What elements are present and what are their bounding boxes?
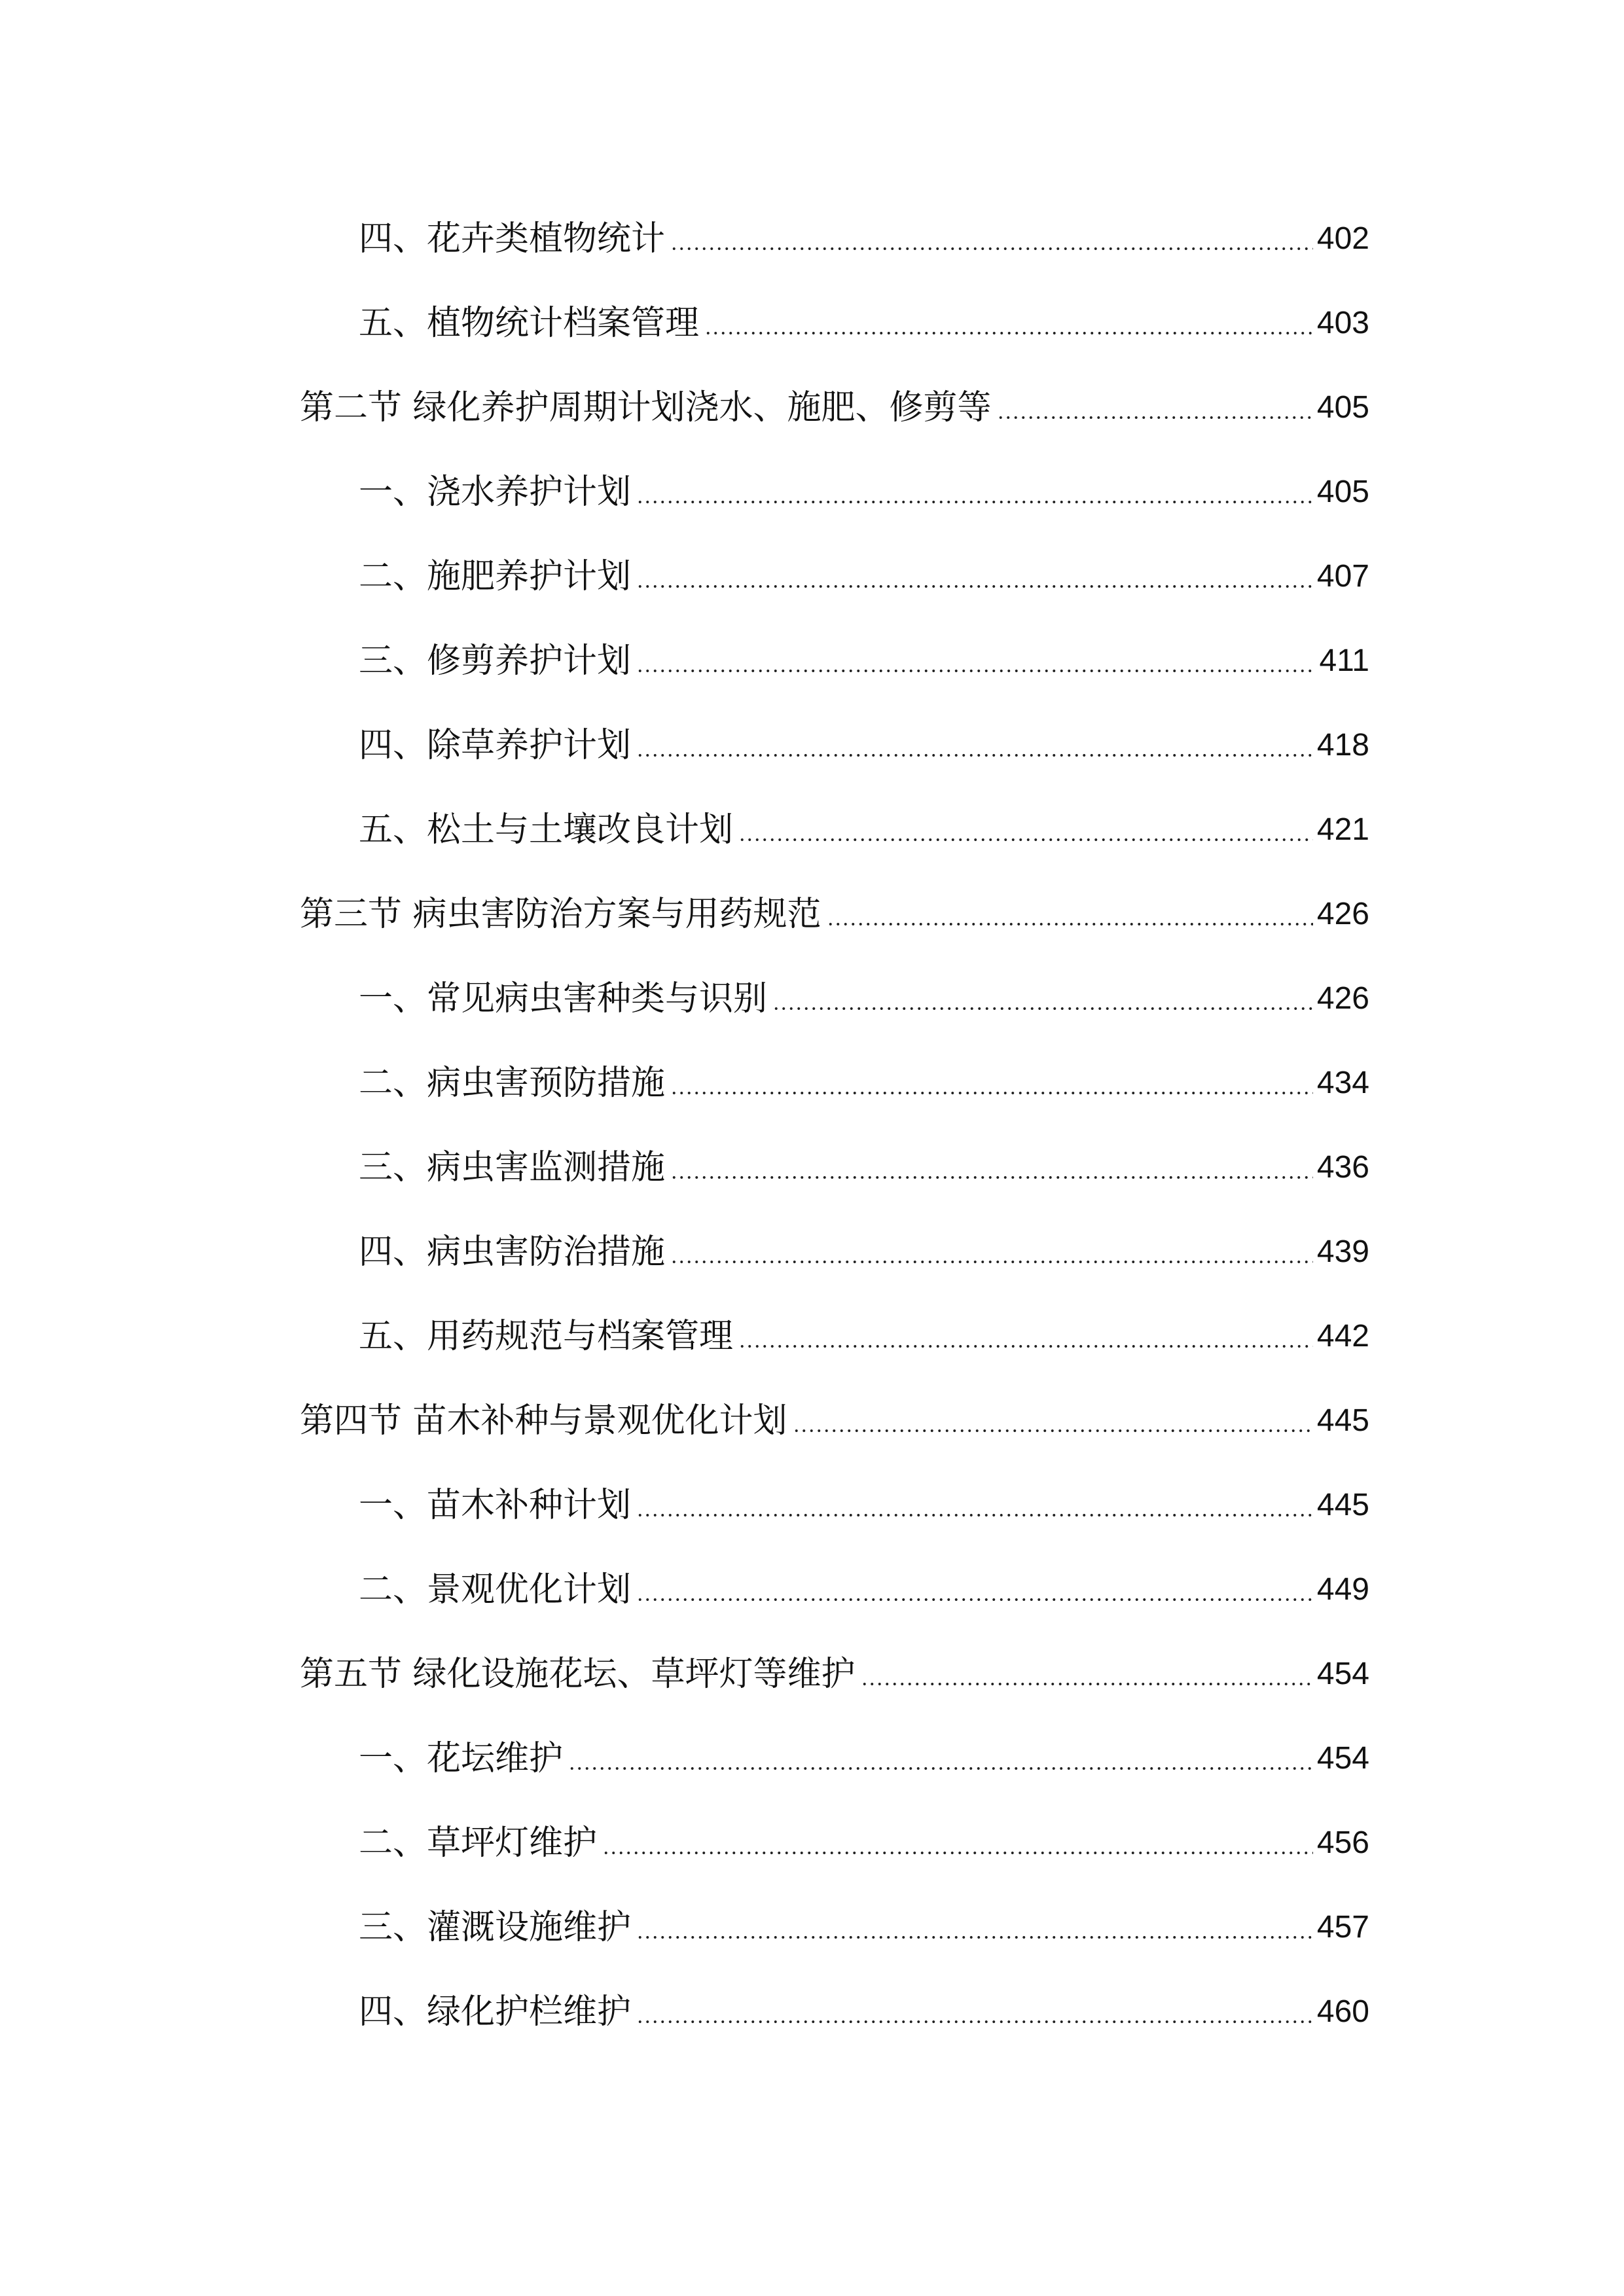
toc-leader-dots xyxy=(670,1260,1313,1264)
toc-leader-dots xyxy=(738,838,1313,842)
toc-entry-page: 421 xyxy=(1316,812,1369,847)
toc-entry-title: 一、苗木补种计划 xyxy=(359,1486,632,1525)
toc-entry-page: 403 xyxy=(1316,306,1369,340)
toc-entry-title: 一、常见病虫害种类与识别 xyxy=(359,979,768,1018)
toc-entry[interactable] xyxy=(359,635,1369,687)
toc-entry[interactable] xyxy=(359,1141,1369,1194)
toc-entry-title: 四、花卉类植物统计 xyxy=(359,219,666,259)
toc-entry-title: 四、除草养护计划 xyxy=(359,726,632,765)
toc-entry-page: 402 xyxy=(1316,221,1369,256)
toc-entry[interactable] xyxy=(359,1732,1369,1785)
toc-leader-dots xyxy=(636,1598,1313,1602)
toc-leader-dots xyxy=(997,416,1313,420)
toc-leader-dots xyxy=(636,2020,1313,2024)
toc-entry-title: 第四节 苗木补种与景观优化计划 xyxy=(300,1401,787,1441)
toc-entry[interactable] xyxy=(359,973,1369,1025)
toc-leader-dots xyxy=(827,922,1313,926)
toc-leader-dots xyxy=(568,1767,1313,1770)
toc-entry-title: 三、灌溉设施维护 xyxy=(359,1908,632,1947)
toc-leader-dots xyxy=(670,1091,1313,1095)
toc-entry[interactable] xyxy=(359,1226,1369,1278)
toc-entry-page: 436 xyxy=(1316,1150,1369,1185)
toc-entry-page: 454 xyxy=(1316,1741,1369,1776)
toc-entry[interactable] xyxy=(300,1648,1369,1700)
toc-entry-title: 第二节 绿化养护周期计划浇水、施肥、修剪等 xyxy=(300,388,992,427)
toc-entry-page: 442 xyxy=(1316,1319,1369,1354)
toc-entry-page: 457 xyxy=(1316,1910,1369,1945)
toc-entry[interactable] xyxy=(359,1057,1369,1109)
toc-entry[interactable] xyxy=(359,213,1369,265)
toc-entry-title: 二、施肥养护计划 xyxy=(359,557,632,596)
toc-entry-title: 三、病虫害监测措施 xyxy=(359,1148,666,1187)
toc-entry-title: 三、修剪养护计划 xyxy=(359,641,632,681)
toc-entry-title: 五、植物统计档案管理 xyxy=(359,304,700,343)
toc-leader-dots xyxy=(861,1682,1313,1686)
toc-entry-title: 二、草坪灯维护 xyxy=(359,1823,598,1863)
toc-entry[interactable] xyxy=(359,804,1369,856)
toc-entry[interactable] xyxy=(359,1310,1369,1363)
toc-entry-page: 445 xyxy=(1316,1403,1369,1438)
toc-entry-title: 二、景观优化计划 xyxy=(359,1570,632,1609)
toc-entry-page: 407 xyxy=(1316,559,1369,594)
toc-entry[interactable] xyxy=(359,1817,1369,1869)
toc-leader-dots xyxy=(738,1344,1313,1348)
toc-entry[interactable] xyxy=(359,1901,1369,1954)
toc-entry-title: 五、用药规范与档案管理 xyxy=(359,1317,734,1356)
toc-leader-dots xyxy=(602,1851,1313,1855)
toc-entry-page: 449 xyxy=(1316,1572,1369,1607)
toc-entry-title: 五、松土与土壤改良计划 xyxy=(359,810,734,850)
toc-leader-dots xyxy=(636,500,1313,504)
toc-leader-dots xyxy=(670,1175,1313,1179)
toc-entry-title: 四、病虫害防治措施 xyxy=(359,1232,666,1272)
toc-entry[interactable] xyxy=(359,1479,1369,1532)
toc-entry-page: 405 xyxy=(1316,390,1369,425)
toc-leader-dots xyxy=(704,331,1313,335)
toc-entry-page: 418 xyxy=(1316,728,1369,762)
toc-leader-dots xyxy=(636,753,1313,757)
toc-entry[interactable] xyxy=(359,297,1369,350)
toc-entry-title: 一、花坛维护 xyxy=(359,1739,564,1778)
toc-entry-page: 426 xyxy=(1316,981,1369,1016)
toc-entry-page: 454 xyxy=(1316,1657,1369,1691)
toc-entry[interactable] xyxy=(300,1395,1369,1447)
toc-entry-page: 439 xyxy=(1316,1234,1369,1269)
toc-entry-title: 第五节 绿化设施花坛、草坪灯等维护 xyxy=(300,1655,856,1694)
toc-entry[interactable] xyxy=(359,550,1369,603)
toc-entry-title: 一、浇水养护计划 xyxy=(359,473,632,512)
toc-entry[interactable] xyxy=(359,1986,1369,2038)
toc-leader-dots xyxy=(636,669,1315,673)
toc-entry-title: 四、绿化护栏维护 xyxy=(359,1992,632,2032)
toc-leader-dots xyxy=(636,584,1313,588)
toc-leader-dots xyxy=(670,247,1313,251)
toc-entry-title: 二、病虫害预防措施 xyxy=(359,1064,666,1103)
toc-entry-page: 460 xyxy=(1316,1994,1369,2029)
toc-leader-dots xyxy=(636,1935,1313,1939)
toc-entry-page: 434 xyxy=(1316,1066,1369,1100)
toc-leader-dots xyxy=(793,1429,1313,1433)
toc-entry-page: 445 xyxy=(1316,1488,1369,1522)
toc-entry[interactable] xyxy=(300,888,1369,941)
toc-entry-title: 第三节 病虫害防治方案与用药规范 xyxy=(300,895,821,934)
toc-entry-page: 411 xyxy=(1319,643,1369,678)
toc-entry-page: 426 xyxy=(1316,897,1369,931)
toc-entry[interactable] xyxy=(359,466,1369,518)
toc-entry-page: 405 xyxy=(1316,475,1369,509)
toc-leader-dots xyxy=(636,1513,1313,1517)
toc-entry[interactable] xyxy=(300,382,1369,434)
toc-entry[interactable] xyxy=(359,719,1369,772)
toc-entry-page: 456 xyxy=(1316,1825,1369,1860)
toc-entry[interactable] xyxy=(359,1564,1369,1616)
toc-leader-dots xyxy=(772,1007,1313,1011)
